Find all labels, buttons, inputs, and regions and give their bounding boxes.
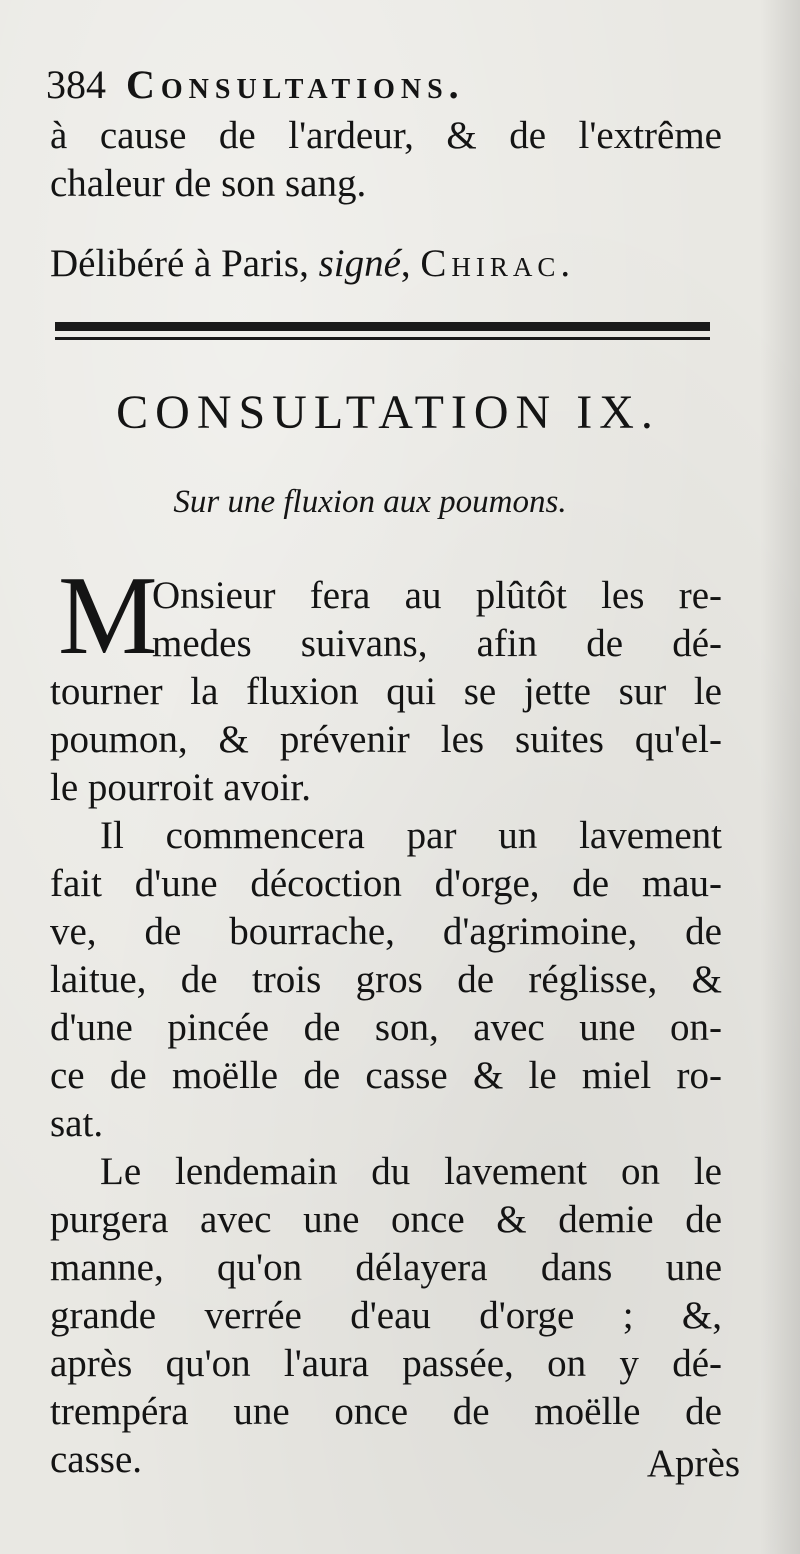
paragraph2-line-4: laitue, de trois gros de réglisse, & (50, 958, 722, 1001)
paragraph3-line-5: après qu'on l'aura passée, on y dé- (50, 1342, 722, 1385)
paragraph3-line-4: grande verrée d'eau d'orge ; &, (50, 1294, 722, 1337)
paragraph3-line-1: Le lendemain du lavement on le (100, 1150, 722, 1193)
section-heading: CONSULTATION IX. (116, 386, 660, 439)
paragraph3-line-7: casse. (50, 1438, 143, 1481)
signature-line (50, 240, 700, 288)
paragraph2-line-6: ce de moëlle de casse & le miel ro- (50, 1054, 722, 1097)
paragraph1-line-4: poumon, & prévenir les suites qu'el- (50, 718, 722, 761)
section-rule-thick (55, 322, 710, 331)
paragraph1-line-2: medes suivans, afin de dé- (152, 622, 722, 665)
paragraph2-line-7: sat. (50, 1102, 104, 1145)
signature-name: Chirac. (420, 242, 576, 285)
signature-prefix: Délibéré à Paris, (50, 242, 319, 285)
paragraph3-line-2: purgera avec une once & demie de (50, 1198, 722, 1241)
preceding-text-line-1: à cause de l'ardeur, & de l'extrême (50, 114, 722, 157)
catchword: Après (646, 1442, 740, 1485)
running-title: Consultations. (126, 62, 465, 107)
section-rule-thin (55, 337, 710, 340)
paragraph1-line-3: tourner la fluxion qui se jette sur le (50, 670, 722, 713)
running-head (46, 60, 746, 110)
paragraph3-line-6: trempéra une once de moëlle de (50, 1390, 722, 1433)
page-number: 384 (46, 62, 106, 107)
signature-separator: , (400, 242, 421, 285)
paragraph2-line-2: fait d'une décoction d'orge, de mau- (50, 862, 722, 905)
paragraph3-line-3: manne, qu'on délayera dans une (50, 1246, 722, 1289)
paragraph1-line-1: Onsieur fera au plûtôt les re- (152, 574, 722, 617)
page-edge-shadow (760, 0, 800, 1554)
section-subtitle: Sur une fluxion aux poumons. (173, 484, 567, 520)
preceding-text-line-2: chaleur de son sang. (50, 162, 367, 205)
signature-signed-word: signé (318, 242, 401, 285)
paragraph2-line-1: Il commencera par un lavement (100, 814, 722, 857)
drop-cap: M (58, 554, 158, 678)
paragraph2-line-5: d'une pincée de son, avec une on- (50, 1006, 722, 1049)
paragraph2-line-3: ve, de bourrache, d'agrimoine, de (50, 910, 722, 953)
paragraph1-line-5: le pourroit avoir. (50, 766, 312, 809)
